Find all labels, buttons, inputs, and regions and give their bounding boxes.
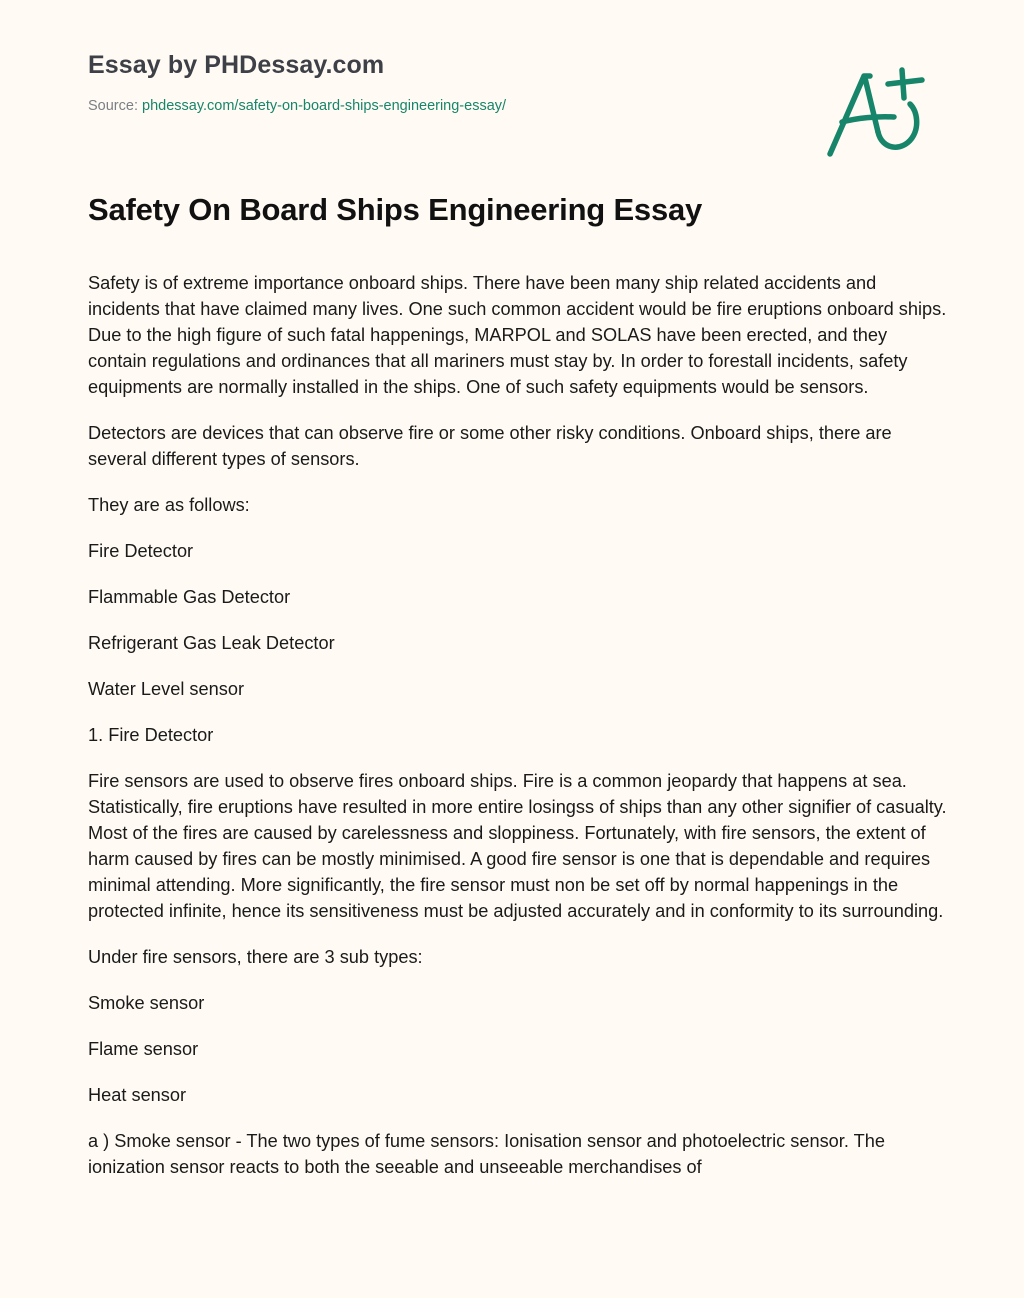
list-item-refrigerant-gas-leak-detector: Refrigerant Gas Leak Detector	[88, 633, 335, 653]
list-item-flammable-gas-detector: Flammable Gas Detector	[88, 587, 291, 607]
list-item-smoke-sensor: Smoke sensor	[88, 993, 205, 1013]
paragraph-fire-sensors: Fire sensors are used to observe fires onboard ships. Fire is a common jeopardy that happens at sea. Statistically, fire eruptions have resulted in more entire losingss of ships than any other signifier of casualty. Most of the fires are caused by carelessness and sloppiness. Fortunately, with fire sensors, the extent of harm caused by fires can be mostly minimised. A good fire sensor is one that is dependable and requires minimal attending. More significantly, the fire sensor must non be set off by normal happenings in the protected infinite, hence its sensitiveness must be adjusted accurately and in conformity to its surrounding.	[88, 771, 947, 921]
source-link[interactable]: phdessay.com/safety-on-board-ships-engineering-essay/	[142, 98, 507, 114]
a-plus-grade-icon	[822, 62, 932, 162]
list-item-flame-sensor: Flame sensor	[88, 1039, 199, 1059]
paragraph-intro: Safety is of extreme importance onboard ships. There have been many ship related accidents and incidents that have claimed many lives. One such common accident would be fire eruptions onboard ships. Due to the high figure of such fatal happenings, MARPOL and SOLAS have been erected, and they contain regulations and ordinances that all mariners must stay by. In order to forestall incidents, safety equipments are normally installed in the ships. One of such safety equipments would be sensors.	[88, 273, 947, 397]
site-header	[88, 48, 788, 116]
paragraph-smoke-sensor: a ) Smoke sensor - The two types of fume sensors: Ionisation sensor and photoelectric sensor. The ionization sensor reacts to both the seeable and unseeable merchandises of	[88, 1131, 885, 1177]
paragraph-sub-types: Under fire sensors, there are 3 sub types:	[88, 947, 423, 967]
essay-body	[88, 270, 948, 1180]
paragraph-detectors: Detectors are devices that can observe fire or some other risky conditions. Onboard ships, there are several different types of sensors.	[88, 423, 892, 469]
source-line	[88, 96, 788, 116]
list-item-water-level-sensor: Water Level sensor	[88, 679, 245, 699]
site-brand: Essay by PHDessay.com	[88, 51, 385, 79]
paragraph-as-follows: They are as follows:	[88, 495, 250, 515]
essay-body-viewport	[88, 270, 948, 1253]
section-heading-fire-detector: 1. Fire Detector	[88, 725, 214, 745]
list-item-fire-detector: Fire Detector	[88, 541, 194, 561]
source-label: Source:	[88, 98, 138, 114]
list-item-heat-sensor: Heat sensor	[88, 1085, 187, 1105]
essay-title: Safety On Board Ships Engineering Essay	[88, 192, 703, 227]
